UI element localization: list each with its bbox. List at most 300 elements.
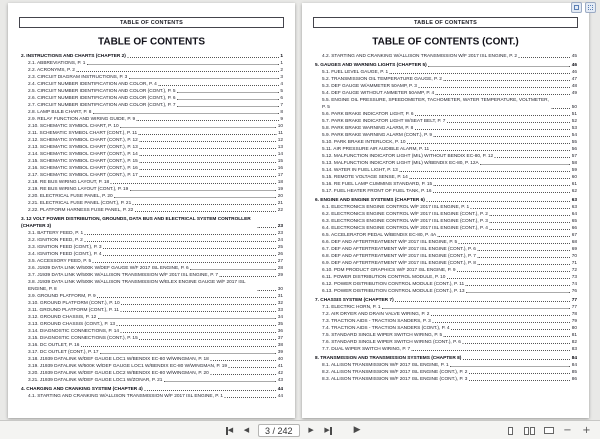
toc-list <box>315 53 577 383</box>
toc-entry-page: 37 <box>277 335 283 341</box>
dot-leader <box>98 318 276 319</box>
toc-entry-page: 76 <box>571 288 577 294</box>
toc-entry-row[interactable] <box>21 137 283 144</box>
toc-entry-page: 80 <box>571 325 577 331</box>
toc-entry-page: 45 <box>571 53 577 59</box>
toc-entry-label: 7.4. TRACTION AIDS - TRACTION SANDERS (CONT.), P. 4 <box>322 325 450 331</box>
toc-entry-page: 28 <box>277 265 283 271</box>
toc-entry-page: 44 <box>277 386 283 392</box>
toc-entry-row[interactable] <box>21 328 283 335</box>
toc-entry-label: 2.10. SCHEMATIC SYMBOL CHART, P. 10 <box>28 123 119 129</box>
dot-leader <box>415 129 570 130</box>
dot-leader <box>97 297 276 298</box>
toc-entry-page: 65 <box>571 218 577 224</box>
dot-leader <box>390 73 571 74</box>
toc-chapter-row[interactable] <box>315 355 577 362</box>
toc-entry-page: 77 <box>571 304 577 310</box>
toc-entry-page: 49 <box>571 90 577 96</box>
toc-entry-label: 6.7. DEF AND AFTERTREATMENT W/F 2017 ISL ENGINE (CONT.), P. 6 <box>322 246 476 252</box>
dot-leader <box>100 353 276 354</box>
toc-entry-row[interactable] <box>315 339 577 346</box>
toc-entry-row[interactable] <box>315 153 577 160</box>
toc-entry-page: 24 <box>277 237 283 243</box>
panel-toggle-icon[interactable] <box>571 2 582 13</box>
zoom-out-button[interactable] <box>560 423 575 438</box>
toc-entry-page: 46 <box>571 62 577 68</box>
toc-entry-label: 3.18. J1939 DATALINK W/DEF GAUGE LOC1 W/BENDIX EC-80 W/WINGMAN, P. 18 <box>28 356 209 362</box>
bottom-toolbar <box>0 420 600 439</box>
page-spread <box>8 3 589 418</box>
toc-entry-label: 5.6. PARK BRAKE INDICATOR LIGHT, P. 6 <box>322 111 414 117</box>
toc-entry-page: 68 <box>571 239 577 245</box>
dot-leader <box>382 308 570 309</box>
toc-entry-page: 61 <box>571 181 577 187</box>
toc-entry-label: 2.19. RE BUS WIRING LAYOUT (CONT.), P. 19 <box>28 186 129 192</box>
toc-entry-row[interactable] <box>315 146 577 153</box>
last-page-button[interactable]: ▶ <box>321 423 336 438</box>
two-page-view-button[interactable] <box>522 423 537 438</box>
toc-entry-row[interactable] <box>315 90 577 97</box>
toc-entry-page: 6 <box>280 95 283 101</box>
toc-entry-row[interactable] <box>21 116 283 123</box>
dot-leader <box>552 108 571 109</box>
toc-entry-label: 5.1. FUEL LEVEL GAUGE, P. 1 <box>322 69 389 75</box>
toc-entry-row[interactable] <box>21 130 283 137</box>
toc-entry-page: 84 <box>571 355 577 361</box>
toc-entry-page: 33 <box>277 307 283 313</box>
toc-entry-label: 3.3. IGNITION FEED (CONT.), P. 3 <box>28 244 102 250</box>
toc-entry-label: 4.1. STARTING AND CRANKING W/ALLISON TRANSMISSION W/F 2017 ISL ENGINE, P. 1 <box>28 393 224 399</box>
dot-leader <box>477 257 570 258</box>
toc-entry-row[interactable] <box>315 218 577 225</box>
toc-entry-page: 27 <box>277 258 283 264</box>
toc-entry-label: 3.7. J1939 DATA LINK W/500K W/ALLISON TRANSMISSION W/F 2017 ISL ENGINE, P. 7 <box>28 272 219 278</box>
play-button[interactable] <box>350 423 365 438</box>
dot-leader <box>164 381 276 382</box>
toc-entry-label: 8. TRANSMISSION AND TRANSMISSION SYSTEMS (CHAPTER 8) <box>315 355 462 361</box>
dot-leader <box>111 183 277 184</box>
dot-leader <box>177 99 279 100</box>
toc-entry-label: 2.18. RE BUS WIRING LAYOUT, P. 18 <box>28 179 110 185</box>
single-page-view-button[interactable] <box>503 423 518 438</box>
toc-entry-page: 71 <box>571 260 577 266</box>
toc-entry-page: 58 <box>571 160 577 166</box>
toc-entry-row[interactable] <box>21 321 283 328</box>
toc-entry-row[interactable] <box>315 253 577 260</box>
dot-leader <box>117 325 277 326</box>
toc-entry-row[interactable] <box>315 204 577 211</box>
zoom-in-icon: + <box>582 425 591 436</box>
toc-entry-row[interactable] <box>315 111 577 118</box>
toc-entry-page: 62 <box>571 188 577 194</box>
dot-leader <box>438 236 571 237</box>
toc-entry-row[interactable] <box>21 193 283 200</box>
toc-entry-page: 66 <box>571 225 577 231</box>
dot-leader <box>489 229 570 230</box>
toc-entry-label: 5.13. MALFUNCTION INDICATOR LIGHT (MIL) W/BENDIX EC-80, P. 12A <box>322 160 479 166</box>
toc-entry-page: 4 <box>280 81 283 87</box>
toc-entry-row[interactable] <box>21 356 283 363</box>
toc-entry-page: 25 <box>277 244 283 250</box>
toc-chapter-row[interactable] <box>315 197 577 204</box>
dot-leader <box>434 185 571 186</box>
toc-entry-row[interactable] <box>315 69 577 76</box>
toc-entry-label: 2.2. ACRONYMS, P. 2 <box>28 67 75 73</box>
toc-entry-label: 6.1. ELECTRONICS ENGINE CONTROL W/F 2017 ISL ENGINE, P. 1 <box>322 204 470 210</box>
toc-entry-row[interactable] <box>315 376 577 383</box>
toc-chapter-row[interactable] <box>315 62 577 69</box>
toc-entry-row[interactable] <box>315 125 577 132</box>
toc-entry-row[interactable] <box>21 237 283 244</box>
toc-entry-row[interactable] <box>315 362 577 369</box>
toc-entry-row[interactable] <box>315 332 577 339</box>
toc-entry-row[interactable] <box>21 272 283 279</box>
toc-entry-label: 2.17. SCHEMATIC SYMBOL CHART (CONT.), P. 17 <box>28 172 138 178</box>
toc-entry-row[interactable] <box>21 67 283 74</box>
toc-entry-row[interactable] <box>315 160 577 167</box>
dot-leader <box>84 241 276 242</box>
toc-entry-label: 5.15. REMOTE VOLTAGE SENSE, P. 14 <box>322 174 408 180</box>
dot-leader <box>495 157 571 158</box>
page-header-band-text: TABLE OF CONTENTS <box>119 19 184 26</box>
dot-leader <box>139 141 276 142</box>
toc-entry-page: 67 <box>571 232 577 238</box>
toc-entry-label: 6.4. ELECTRONICS ENGINE CONTROL W/F 2017 ISL ENGINE (CONT.), P. 4 <box>322 225 488 231</box>
toc-entry-row[interactable] <box>21 370 283 377</box>
toc-entry-page: 51 <box>571 111 577 117</box>
toc-entry-row[interactable] <box>315 267 577 274</box>
page-header-band-text: TABLE OF CONTENTS <box>413 19 478 26</box>
dot-leader <box>120 332 276 333</box>
toc-entry-label: 3.9. GROUND PLATFORM, P. 9 <box>28 293 96 299</box>
dot-leader <box>120 127 276 128</box>
toc-entry-row[interactable] <box>21 293 283 300</box>
toc-entry-row[interactable] <box>315 181 577 188</box>
toc-entry-row[interactable] <box>21 186 283 193</box>
toc-entry-row[interactable] <box>315 232 577 239</box>
toc-entry-label: 2.13. SCHEMATIC SYMBOL CHART (CONT.), P. 13 <box>28 144 138 150</box>
toc-entry-label: 2.7. CIRCUIT NUMBER IDENTIFICATION AND COLOR (CONT.), P. 7 <box>28 102 176 108</box>
toc-entry-row[interactable] <box>21 300 283 307</box>
toc-entry-page: 31 <box>277 293 283 299</box>
toc-entry-label: 3.4. IGNITION FEED (CONT.), P. 4 <box>28 251 102 257</box>
toc-entry-page: 57 <box>571 153 577 159</box>
toc-entry-label: 3.11. GROUND PLATFORM (CONT.), P. 11 <box>28 307 119 313</box>
dot-leader <box>443 80 570 81</box>
toc-entry-page: 21 <box>277 200 283 206</box>
dot-leader <box>220 276 277 277</box>
toc-entry-row[interactable] <box>21 258 283 265</box>
toc-chapter-row[interactable] <box>21 53 283 60</box>
dot-leader <box>120 311 276 312</box>
toc-entry-row[interactable] <box>21 102 283 109</box>
toc-entry-label: 3.6. J1939 DATA LINK W/500K W/DEF GAUGE W/F 2017 ISL ENGINE, P. 6 <box>28 265 189 271</box>
toc-entry-label: 2.1. ABBREVIATIONS, P. 1 <box>28 60 86 66</box>
dot-leader <box>258 227 277 228</box>
toc-entry-row[interactable] <box>21 244 283 251</box>
dot-leader <box>433 192 570 193</box>
fit-width-button[interactable] <box>541 423 556 438</box>
toc-entry-row[interactable] <box>315 118 577 125</box>
toc-entry-row[interactable] <box>315 274 577 281</box>
toc-entry-label: 3. 12 VOLT POWER DISTRIBUTION, GROUNDS, DATA BUS AND ELECTRICAL SYSTEM CONTROLLER (CHAPTER 3) <box>21 216 251 229</box>
toc-entry-label: 5.12. MALFUNCTION INDICATOR LIGHT (MIL) WITHOUT BENDIX EC-80, P. 12 <box>322 153 494 159</box>
dot-leader <box>225 397 277 398</box>
toc-entry-page: 82 <box>571 339 577 345</box>
toc-entry-label: 3.1. BATTERY FEED, P. 1 <box>28 230 84 236</box>
toc-entry-page: 47 <box>571 76 577 82</box>
dot-leader <box>139 169 276 170</box>
toc-entry-page: 9 <box>280 116 283 122</box>
toc-entry-label: 3.2. IGNITION FEED, P. 2 <box>28 237 83 243</box>
dot-leader <box>229 367 277 368</box>
toc-entry-row[interactable] <box>21 335 283 342</box>
toc-entry-page: 32 <box>277 300 283 306</box>
toc-entry-row[interactable] <box>21 363 283 370</box>
toc-entry-row[interactable] <box>315 246 577 253</box>
dot-leader <box>93 262 277 263</box>
toc-entry-row[interactable] <box>315 304 577 311</box>
dot-leader <box>81 346 276 347</box>
toc-entry-label: 6. ENGINE AND ENGINE SYSTEMS (CHAPTER 6) <box>315 197 425 203</box>
toc-chapter-row[interactable] <box>21 216 283 230</box>
toc-entry-row[interactable] <box>315 288 577 295</box>
toc-entry-row[interactable] <box>315 83 577 90</box>
toc-entry-label: 7. CHASSIS SYSTEM (CHAPTER 7) <box>315 297 394 303</box>
toc-entry-row[interactable] <box>21 265 283 272</box>
toc-entry-row[interactable] <box>315 281 577 288</box>
dot-leader <box>210 360 276 361</box>
toc-entry-page: 73 <box>571 274 577 280</box>
dot-leader <box>139 148 276 149</box>
toc-entry-label: 5.16. RE FUEL LAMP CUMMINS STANDARD, P. 15 <box>322 181 433 187</box>
toc-entry-row[interactable] <box>21 95 283 102</box>
toc-entry-row[interactable] <box>21 342 283 349</box>
toc-entry-row[interactable] <box>21 393 283 400</box>
toc-entry-label: 2.20. ELECTRICAL FUSE PANEL, P. 20 <box>28 193 113 199</box>
page-indicator[interactable]: 3 / 242 <box>258 424 300 437</box>
dot-leader <box>418 87 570 88</box>
toc-entry-row[interactable] <box>21 172 283 179</box>
toc-entry-row[interactable] <box>21 207 283 214</box>
toc-entry-row[interactable] <box>315 239 577 246</box>
toc-entry-label: 2.21. ELECTRICAL FUSE PANEL (CONT.), P. 21 <box>28 200 132 206</box>
toc-entry-row[interactable] <box>315 53 577 60</box>
toc-entry-row[interactable] <box>21 349 283 356</box>
zoom-in-button[interactable] <box>579 423 594 438</box>
dot-leader <box>462 343 570 344</box>
toc-entry-label: 2.3. CIRCUIT DIAGRAM INSTRUCTIONS, P. 3 <box>28 74 128 80</box>
toc-entry-label: 7.5. STANDARD SINGLE WIPER SWITCH WIRING, P. 5 <box>322 332 443 338</box>
toc-entry-row[interactable] <box>21 377 283 384</box>
toc-entry-page: 13 <box>277 144 283 150</box>
dot-leader <box>489 215 570 216</box>
toc-entry-row[interactable] <box>21 74 283 81</box>
dot-leader <box>103 255 276 256</box>
toc-entry-label: 5.17. FUEL HEATER FRONT OF FUEL TANK, P. 16 <box>322 188 432 194</box>
top-right-toolbar <box>571 2 596 13</box>
dot-leader <box>426 201 570 202</box>
toc-entry-label: 6.2. ELECTRONICS ENGINE CONTROL W/F 2017 ISL ENGINE (CONT.), P. 2 <box>322 211 488 217</box>
toc-entry-row[interactable] <box>21 314 283 321</box>
toc-entry-row[interactable] <box>21 109 283 116</box>
toc-entry-page: 84 <box>571 362 577 368</box>
dot-leader <box>469 373 570 374</box>
toc-entry-row[interactable] <box>315 167 577 174</box>
toc-entry-row[interactable] <box>21 230 283 237</box>
toc-entry-label: 3.5. ACCESSORY FEED, P. 5 <box>28 258 92 264</box>
page-header-band <box>19 17 284 28</box>
two-page-view-icon <box>524 427 529 435</box>
dot-leader <box>158 85 279 86</box>
dot-leader <box>399 171 570 172</box>
toc-entry-label: 5.10. PARK BRAKE INTERLOCK, P. 10 <box>322 139 406 145</box>
toc-entry-label: 5.9. PARK BRAKE WARNING ALARM (CONT.), P. 9 <box>322 132 432 138</box>
toc-entry-label: 2.6. CIRCUIT NUMBER IDENTIFICATION AND COLOR (CONT.), P. 6 <box>28 95 176 101</box>
dot-leader <box>433 136 570 137</box>
toc-entry-row[interactable] <box>315 311 577 318</box>
toc-entry-page: 17 <box>277 172 283 178</box>
dot-leader <box>93 113 279 114</box>
toc-entry-row[interactable] <box>315 225 577 232</box>
toc-entry-page: 22 <box>277 207 283 213</box>
toc-entry-label: 5.4. DEF GAUGE WITHOUT AMMETER 50AMP, P. 4 <box>322 90 435 96</box>
toc-entry-page: 63 <box>571 204 577 210</box>
dot-leader <box>466 285 571 286</box>
toc-entry-row[interactable] <box>21 251 283 258</box>
page-nav-cluster <box>222 421 365 439</box>
toc-entry-row[interactable] <box>21 60 283 67</box>
toc-entry-page: 41 <box>277 363 283 369</box>
dot-leader <box>177 92 279 93</box>
toc-entry-label: 5.7. PARK BRAKE INDICATOR LIGHT W/SEAT BELT, P. 7 <box>322 118 446 124</box>
toc-entry-page: 56 <box>571 146 577 152</box>
layout-glyph-icon <box>588 5 593 10</box>
toc-entry-page: 36 <box>277 328 283 334</box>
toc-entry-row[interactable] <box>21 123 283 130</box>
dot-leader <box>459 243 571 244</box>
toc-entry-row[interactable] <box>21 144 283 151</box>
toc-entry-row[interactable] <box>315 260 577 267</box>
toc-entry-row[interactable] <box>21 179 283 186</box>
toc-entry-row[interactable] <box>21 165 283 172</box>
first-page-button[interactable]: ◀ <box>222 423 237 438</box>
toc-entry-row[interactable] <box>315 318 577 325</box>
toc-entry-label: 2.15. SCHEMATIC SYMBOL CHART (CONT.), P. 15 <box>28 158 138 164</box>
toc-entry-page: 1 <box>280 60 283 66</box>
toc-entry-row[interactable] <box>315 139 577 146</box>
dot-leader <box>428 66 570 67</box>
toc-entry-row[interactable] <box>315 369 577 376</box>
toc-entry-label: 5.14. WATER IN FUEL LIGHT, P. 13 <box>322 167 398 173</box>
toc-entry-row[interactable] <box>21 158 283 165</box>
dot-leader <box>471 208 571 209</box>
toc-entry-page: 48 <box>571 83 577 89</box>
toc-entry-page: 1 <box>280 53 283 59</box>
prev-page-button[interactable] <box>239 423 254 438</box>
layout-toggle-icon[interactable] <box>585 2 596 13</box>
toc-entry-page: 50 <box>571 104 577 110</box>
toc-entry-label: 6.8. DEF AND AFTERTREATMENT W/F 2017 ISL ENGINE (CONT.), P. 7 <box>322 253 476 259</box>
toc-entry-row[interactable] <box>21 81 283 88</box>
toc-entry-row[interactable] <box>21 151 283 158</box>
toc-entry-page: 38 <box>277 342 283 348</box>
toc-entry-row[interactable] <box>21 200 283 207</box>
last-page-icon <box>330 427 332 435</box>
toc-entry-label: 2.5. CIRCUIT NUMBER IDENTIFICATION AND COLOR (CONT.), P. 5 <box>28 88 176 94</box>
toc-entry-row[interactable] <box>315 188 577 195</box>
toc-entry-page: 78 <box>571 311 577 317</box>
panel-glyph-icon <box>574 5 579 10</box>
dot-leader <box>447 122 570 123</box>
toc-entry-page: 60 <box>571 174 577 180</box>
toc-entry-label: 6.6. DEF AND AFTERTREATMENT W/F 2017 ISL ENGINE, P. 5 <box>322 239 458 245</box>
toc-chapter-row[interactable] <box>315 297 577 304</box>
toc-entry-label: 3.13. GROUND CHASSIS (CONT.), P. 13 <box>28 321 116 327</box>
dot-leader <box>139 339 276 340</box>
toc-entry-label: 6.12. POWER DISTRIBUTION CONTROL MODULE (CONT.), P. 11 <box>322 281 465 287</box>
dot-leader <box>451 329 570 330</box>
toc-entry-page: 40 <box>277 356 283 362</box>
toc-entry-row[interactable] <box>21 307 283 314</box>
page-content <box>302 17 589 418</box>
toc-entry-page: 52 <box>571 118 577 124</box>
next-page-button[interactable] <box>304 423 319 438</box>
toc-entry-page: 35 <box>277 321 283 327</box>
page-title: TABLE OF CONTENTS (CONT.) <box>372 36 519 47</box>
dot-leader <box>135 211 276 212</box>
toc-entry-page: 69 <box>571 246 577 252</box>
next-page-icon: ▶ <box>308 426 314 434</box>
dot-leader <box>450 366 570 367</box>
toc-entry-row[interactable] <box>315 76 577 83</box>
toc-entry-row[interactable] <box>315 174 577 181</box>
toc-entry-label: 5. GAUGES AND WARNING LIGHTS (CHAPTER 5) <box>315 62 427 68</box>
dot-leader <box>177 106 279 107</box>
toc-entry-label: 5.5. ENGINE OIL PRESSURE, SPEEDOMETER, TACHOMETER, WATER TEMPERATURE, VOLTMETER, P. 5 <box>322 97 549 110</box>
toc-entry-row[interactable] <box>315 211 577 218</box>
toc-entry-row[interactable] <box>315 325 577 332</box>
toc-entry-page: 83 <box>571 346 577 352</box>
dot-leader <box>409 178 570 179</box>
toc-chapter-row[interactable] <box>21 386 283 393</box>
toc-entry-label: 5.3. DEF GAUGE W/AMMETER 50AMP, P. 3 <box>322 83 417 89</box>
toc-entry-label: 7.6. STANDARD SINGLE WIPER SWITCH WIRING (CONT.), P. 6 <box>322 339 461 345</box>
toc-entry-row[interactable] <box>21 279 283 293</box>
toc-entry-label: 3.16. DC OUTLET, P. 16 <box>28 342 80 348</box>
toc-entry-label: 4.2. STARTING AND CRANKING W/ALLISON TRANSMISSION W/F 2017 ISL ENGINE, P. 2 <box>322 53 518 59</box>
toc-entry-label: 8.1. ALLISON TRANSMISSION W/F 2017 ISL ENGINE, P. 1 <box>322 362 449 368</box>
toc-entry-page: 10 <box>277 123 283 129</box>
toc-entry-page: 86 <box>571 376 577 382</box>
dot-leader <box>87 64 279 65</box>
toc-entry-row[interactable] <box>315 132 577 139</box>
toc-entry-row[interactable] <box>21 88 283 95</box>
dot-leader <box>407 143 570 144</box>
toc-entry-page: 81 <box>571 332 577 338</box>
dot-leader <box>103 248 276 249</box>
dot-leader <box>480 164 570 165</box>
dot-leader <box>431 150 571 151</box>
toc-entry-row[interactable] <box>315 97 577 111</box>
dot-leader <box>519 57 571 58</box>
dot-leader <box>190 269 276 270</box>
toc-entry-label: 2.4. CIRCUIT NUMBER IDENTIFICATION AND COLOR, P. 4 <box>28 81 157 87</box>
dot-leader <box>121 304 276 305</box>
zoom-out-icon: − <box>563 425 572 436</box>
page-title: TABLE OF CONTENTS <box>97 36 206 47</box>
toc-entry-row[interactable] <box>315 346 577 353</box>
